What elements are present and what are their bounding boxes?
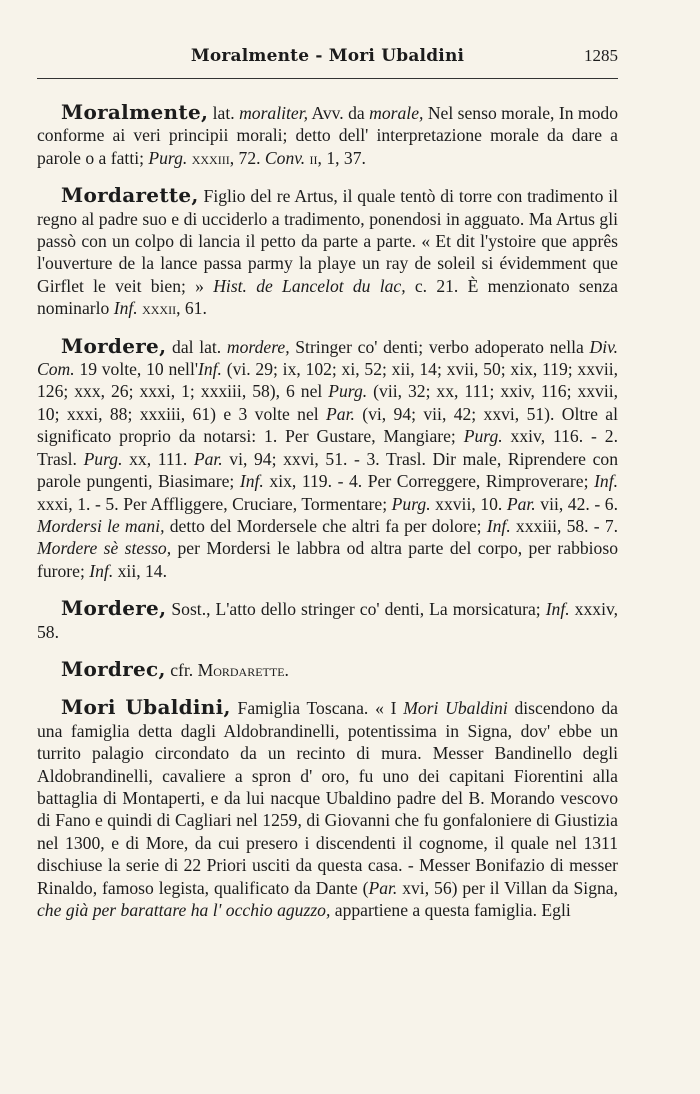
- text-run: xix, 119. - 4. Per Correggere, Rimproverare;: [263, 471, 595, 492]
- running-title: Moralmente - Mori Ubaldini: [190, 46, 465, 66]
- entry-body: [37, 698, 618, 920]
- text-run: per Mordersi le labbra od altra parte del corpo, per rabbioso furore;: [37, 538, 618, 581]
- italic-text: Inf.: [113, 298, 138, 319]
- entry-mordere-noun: [37, 597, 618, 643]
- text-run: (vii, 32; xx, 111; xxiv, 116; xxvii, 10; xxxi, 88; xxxiii, 61) e 3 volte nel: [37, 381, 619, 424]
- text-run: lat.: [208, 103, 240, 123]
- italic-text: moraliter,: [239, 103, 308, 123]
- italic-text: Purg.: [463, 426, 503, 447]
- italic-text: Inf.: [594, 471, 619, 492]
- text-run: xii, 14.: [113, 560, 167, 581]
- italic-text: Inf.: [486, 515, 511, 536]
- text-run: xxiv, 116. - 2. Trasl.: [37, 426, 618, 469]
- italic-text: Par.: [326, 403, 355, 424]
- text-run: xxxiii, 58. - 7.: [510, 515, 619, 536]
- headword: Mori Ubaldini,: [61, 695, 231, 720]
- italic-text: Par.: [193, 448, 223, 469]
- italic-text: Mordersi le mani,: [37, 515, 165, 536]
- text-run: 19 volte, 10 nell': [74, 359, 199, 380]
- small-caps-text: Mordarette.: [197, 659, 289, 680]
- text-run: xxxi, 1. - 5. Per Affliggere, Cruciare, Tormentare;: [37, 493, 392, 514]
- page-number: 1285: [584, 46, 618, 65]
- text-run: discendono da una famiglia detta dagli Aldobrandinelli, potentissima in Signa, dov' ebbe un turrito palagio circondato da un recinto di mura. Messer Bandinello degli Aldobrandinelli, cavaliere a spron d' oro, fu uno dei capitani Fiorentini alla battaglia di Montaperti, e da lui nacque Ubaldino padre del B. Morando vescovo di Fano e quindi di Cagliari nel 1259, di Giovanni che fu gonfaloniere di Giustizia nel 1300, e di More, da cui presero i discendenti il cognome, il quale nel 1311 dischiuse la serie di 22 Priori usciti da questa casa. - Messer Bonifazio di messer Rinaldo, famoso legista, qualificato da Dante (: [37, 698, 618, 898]
- text-run: , 1, 37.: [317, 147, 366, 168]
- headword: Mordere,: [61, 596, 167, 621]
- text-run: cfr.: [165, 659, 198, 680]
- italic-text: Conv.: [264, 147, 306, 168]
- headword: Mordrec,: [61, 656, 166, 681]
- entry-mordrec: [37, 658, 618, 681]
- italic-text: Purg.: [83, 448, 123, 469]
- text-run: (vi, 94; vii, 42; xxvi, 51). Oltre al significato proprio da notarsi: 1. Per Gustare, Mangiare;: [37, 403, 618, 447]
- italic-text: Inf.: [545, 599, 570, 620]
- text-run: c. 21. È menzionato senza nominarlo: [37, 275, 618, 319]
- entry-mordere-verb: [37, 335, 618, 582]
- italic-text: Mordere sè stesso,: [37, 538, 172, 559]
- text-run: vi, 94; xxvi, 51. - 3. Trasl. Dir male, Riprendere con parole pungenti, Biasimare;: [37, 448, 619, 492]
- text-run: vii, 42. - 6.: [535, 493, 618, 514]
- small-caps-text: xxxii: [137, 298, 177, 319]
- text-run: Avv. da: [308, 103, 370, 123]
- text-run: dal lat.: [166, 336, 227, 357]
- entry-mordarette: [37, 184, 618, 319]
- text-run: Famiglia Toscana. « I: [230, 698, 404, 719]
- headword: Moralmente,: [61, 100, 209, 124]
- italic-text: Div. Com.: [37, 336, 618, 380]
- italic-text: Par.: [368, 877, 398, 898]
- small-caps-text: ii: [305, 147, 318, 168]
- text-run: xxvii, 10.: [430, 493, 507, 514]
- text-run: appartiene a questa famiglia. Egli: [330, 900, 571, 920]
- small-caps-text: xxxiii: [187, 147, 230, 168]
- italic-text: Purg.: [148, 147, 188, 168]
- italic-text: Inf.: [239, 471, 264, 492]
- italic-text: Par.: [506, 493, 536, 514]
- text-run: xxxiv, 58.: [37, 599, 619, 642]
- entry-body: [166, 660, 289, 680]
- italic-text: Inf.: [89, 560, 114, 581]
- text-run: detto del Mordersele che altri fa per dolore;: [164, 515, 487, 536]
- text-run: Nel senso morale, In modo conforme ai veri principii morali; detto dell' interpretazione morale da dare a parole o a fatti;: [37, 103, 618, 168]
- entry-moralmente: [37, 101, 618, 169]
- text-run: , 61.: [176, 298, 207, 319]
- text-run: Sost., L'atto dello stringer co' denti, La morsicatura;: [166, 599, 546, 620]
- italic-text: Purg.: [391, 493, 431, 514]
- italic-text: mordere,: [226, 336, 290, 357]
- text-run: Figlio del re Artus, il quale tentò di torre con tradimento il regno al padre suo e di ucciderlo a tradimento, ponendosi in agguato. Ma Artus gli passò con un colpo di lancia il petto da parte a parte. « Et dit l'ystoire que apprês l'ouverture de la lance passa parmy la playe un ray de soleil si évidemment que Girflet le veit bien; »: [37, 186, 618, 296]
- headword: Mordere,: [61, 333, 167, 358]
- text-run: xx, 111.: [122, 448, 194, 469]
- italic-text: Hist. de Lancelot du lac,: [213, 275, 406, 296]
- entry-body: [37, 337, 618, 581]
- italic-text: Inf.: [198, 359, 222, 380]
- text-run: , 72.: [229, 147, 265, 168]
- text-run: (vi. 29; ix, 102; xi, 52; xii, 14; xvii, 50; xix, 119; xxvii, 126; xxx, 26; xxxi, 1; xxxiii, 58), 6 nel: [37, 359, 618, 402]
- running-header: [37, 42, 618, 79]
- italic-text: morale,: [369, 103, 424, 123]
- italic-text: Mori Ubaldini: [403, 698, 508, 719]
- italic-text: che già per barattare ha l' occhio aguzzo,: [37, 900, 331, 920]
- entry-mori-ubaldini: [37, 696, 618, 921]
- italic-text: Purg.: [328, 381, 368, 402]
- headword: Mordarette,: [61, 183, 199, 208]
- text-run: Stringer co' denti; verbo adoperato nella: [289, 336, 590, 357]
- text-run: xvi, 56) per il Villan da Signa,: [397, 877, 618, 898]
